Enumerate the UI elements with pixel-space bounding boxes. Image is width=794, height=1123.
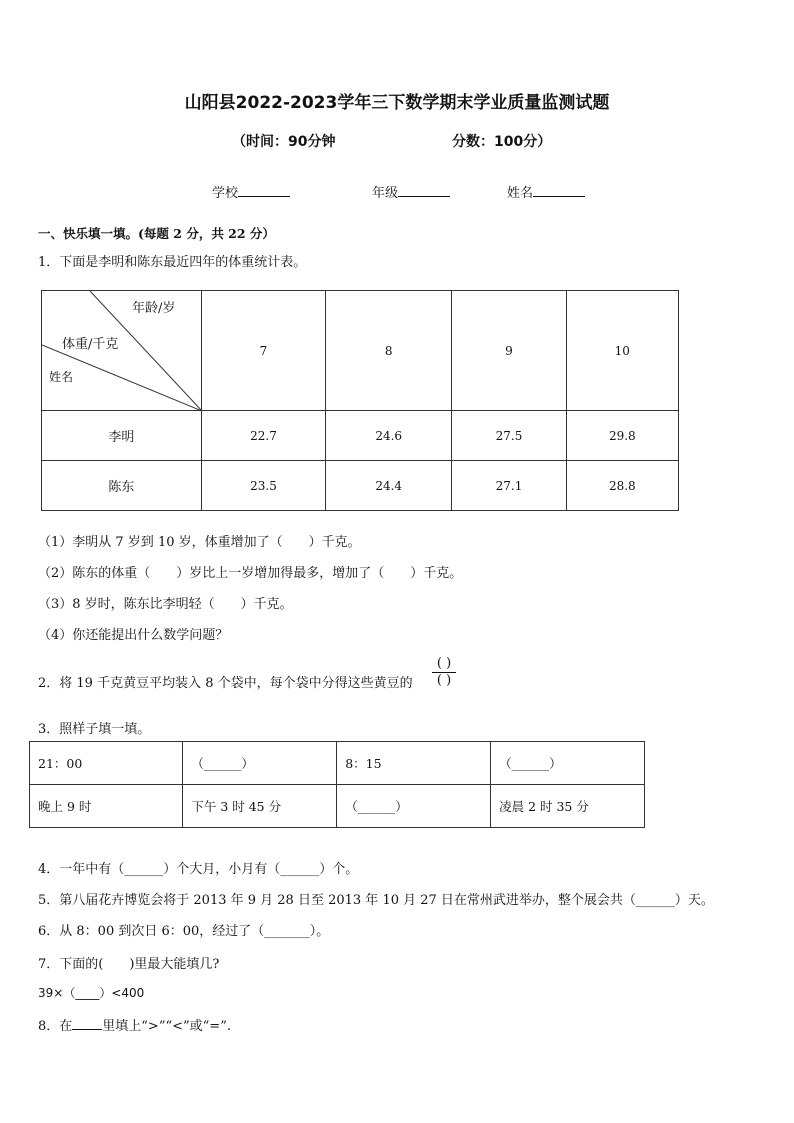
question-8-text [38, 1015, 231, 1034]
name-label: 姓名 [507, 186, 534, 201]
weight-value: 28.8 [566, 461, 678, 511]
question-2-text: 2．将 19 千克黄豆平均装入 8 个袋中，每个袋中分得这些黄豆的 [38, 676, 413, 691]
grade-field[interactable] [372, 182, 450, 201]
weight-value: 27.1 [452, 461, 566, 511]
time-blank[interactable]: （______） [337, 785, 491, 828]
age-cell: 8 [326, 291, 452, 411]
school-field[interactable] [212, 182, 290, 201]
exam-time: （时间：90分钟 [232, 134, 336, 150]
table-row [42, 461, 679, 511]
weight-value: 29.8 [566, 411, 678, 461]
time-blank[interactable]: （______） [491, 742, 645, 785]
grade-label: 年级 [372, 186, 399, 201]
question-8-prefix: 8．在 [38, 1019, 73, 1034]
school-label: 学校 [212, 186, 239, 201]
name-field[interactable] [507, 182, 585, 201]
question-1-part-1: （1）李明从 7 岁到 10 岁，体重增加了（ ）千克。 [38, 535, 361, 550]
fraction-numerator[interactable]: ( ) [432, 656, 456, 673]
fraction-answer[interactable] [432, 656, 456, 688]
weight-table [41, 290, 679, 511]
weight-header: 体重/千克 [62, 337, 119, 352]
time-cell: 21：00 [30, 742, 183, 785]
row-name: 陈东 [42, 461, 202, 511]
age-cell: 7 [201, 291, 325, 411]
table-row [30, 785, 645, 828]
question-5-text: 5．第八届花卉博览会将于 2013 年 9 月 28 日至 2013 年 10 月 27 日在常州武进举办，整个展会共（______）天。 [38, 893, 714, 908]
school-blank[interactable] [238, 184, 290, 197]
weight-value: 22.7 [201, 411, 325, 461]
question-1-part-2: （2）陈东的体重（ ）岁比上一岁增加得最多，增加了（ ）千克。 [38, 566, 463, 581]
time-cell: 8：15 [337, 742, 491, 785]
weight-value: 24.4 [326, 461, 452, 511]
time-cell: 凌晨 2 时 35 分 [491, 785, 645, 828]
fraction-denominator[interactable]: ( ) [436, 673, 452, 688]
age-header: 年龄/岁 [132, 301, 176, 316]
time-cell: 晚上 9 时 [30, 785, 183, 828]
weight-value: 24.6 [326, 411, 452, 461]
question-3-text: 3．照样子填一填。 [38, 722, 151, 737]
question-7-text: 7．下面的( )里最大能填几? [38, 957, 220, 972]
time-table [29, 741, 645, 828]
diagonal-header-cell [42, 291, 202, 411]
time-cell: 下午 3 时 45 分 [183, 785, 337, 828]
question-8-blank[interactable] [72, 1017, 102, 1030]
age-cell: 9 [452, 291, 566, 411]
age-cell: 10 [566, 291, 678, 411]
section-heading: 一、快乐填一填。(每题 2 分，共 22 分） [38, 226, 275, 241]
grade-blank[interactable] [398, 184, 450, 197]
weight-value: 23.5 [201, 461, 325, 511]
row-name: 李明 [42, 411, 202, 461]
question-8-suffix: 里填上“>”“<”或“=”. [102, 1019, 231, 1034]
exam-score: 分数：100分） [452, 134, 552, 150]
table-row [30, 742, 645, 785]
time-blank[interactable]: （______） [183, 742, 337, 785]
question-1-text: 1．下面是李明和陈东最近四年的体重统计表。 [38, 255, 307, 270]
name-header: 姓名 [49, 370, 74, 384]
question-6-text: 6．从 8：00 到次日 6：00，经过了（_______）。 [38, 924, 330, 939]
question-1-part-4: （4）你还能提出什么数学问题？ [38, 628, 229, 643]
question-7-expression: 39×（____）<400 [38, 986, 145, 1000]
question-4-text: 4．一年中有（______）个大月，小月有（______）个。 [38, 862, 359, 877]
page-title: 山阳县2022-2023学年三下数学期末学业质量监测试题 [184, 93, 610, 113]
table-row [42, 411, 679, 461]
name-blank[interactable] [533, 184, 585, 197]
question-1-part-3: （3）8 岁时，陈东比李明轻（ ）千克。 [38, 597, 293, 612]
weight-value: 27.5 [452, 411, 566, 461]
